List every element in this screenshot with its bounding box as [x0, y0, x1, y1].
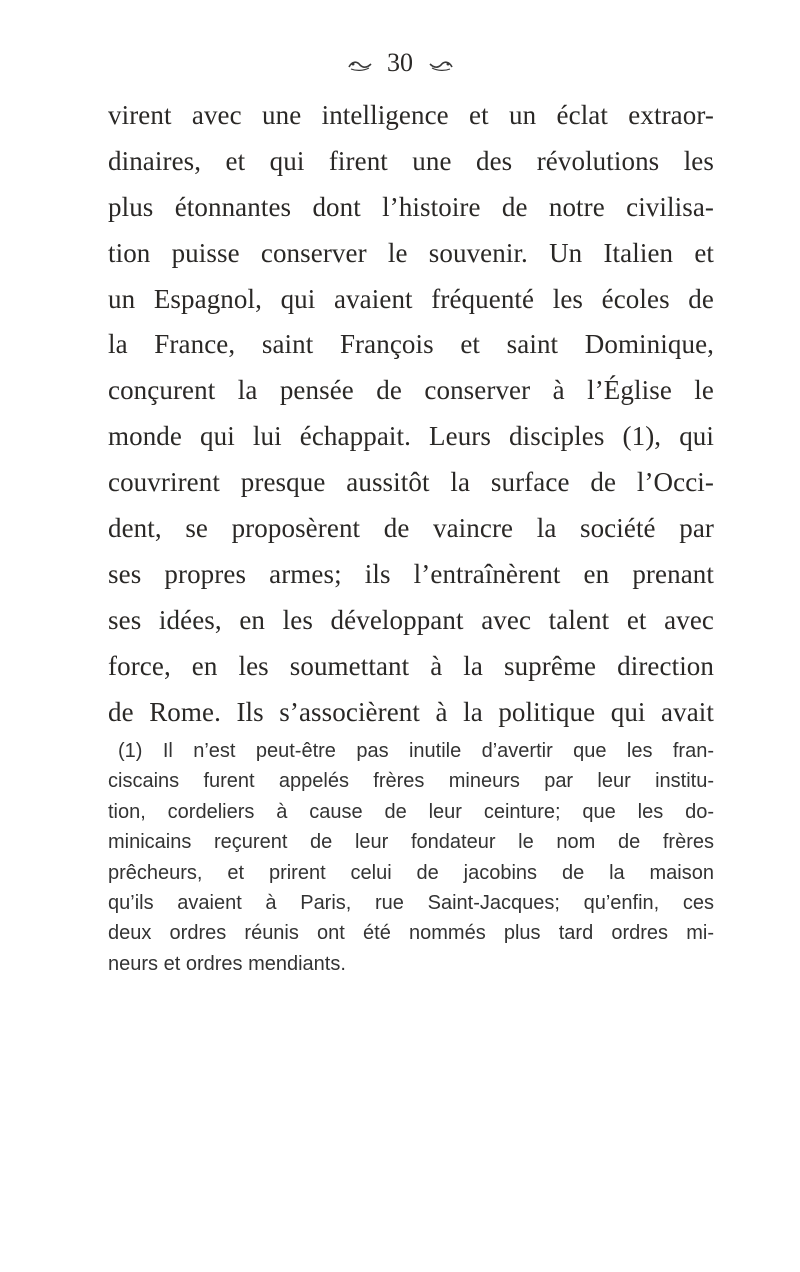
left-ornament-icon: [347, 58, 373, 72]
text-line: dinaires, et qui firent une des révolutions les: [108, 145, 714, 176]
text-line: ses idées, en les développant avec talent et avec: [108, 604, 714, 635]
text-line: conçurent la pensée de conserver à l’Église le: [108, 375, 714, 406]
text-line: force, en les soumettant à la suprême direction: [108, 650, 714, 681]
main-text: [108, 93, 714, 735]
text-line: de Rome. Ils s’associèrent à la politique qui avait: [108, 696, 714, 727]
text-line: couvrirent presque aussitôt la surface de l’Occi-: [108, 467, 714, 498]
right-ornament-icon: [428, 58, 454, 72]
footnote-line: prêcheurs, et prirent celui de jacobins de la maison: [108, 861, 714, 884]
text-line: tion puisse conserver le souvenir. Un Italien et: [108, 237, 714, 268]
footnote-line: minicains reçurent de leur fondateur le nom de frères: [108, 831, 714, 854]
text-line: la France, saint François et saint Dominique,: [108, 329, 714, 360]
page-header: [0, 48, 800, 78]
text-line: dent, se proposèrent de vaincre la société par: [108, 513, 714, 544]
footnote: [108, 736, 714, 979]
footnote-line: ciscains furent appelés frères mineurs par leur institu-: [108, 770, 714, 793]
page-number: 30: [387, 48, 413, 77]
text-line: virent avec une intelligence et un éclat extraor-: [108, 100, 714, 130]
text-line: plus étonnantes dont l’histoire de notre civilisa-: [108, 191, 714, 222]
footnote-line: deux ordres réunis ont été nommés plus tard ordres mi-: [108, 922, 714, 945]
text-line: monde qui lui échappait. Leurs disciples (1), qui: [108, 421, 714, 452]
footnote-line: qu’ils avaient à Paris, rue Saint-Jacques; qu’enfin, ces: [108, 891, 714, 914]
text-line: ses propres armes; ils l’entraînèrent en prenant: [108, 558, 714, 589]
text-line: un Espagnol, qui avaient fréquenté les écoles de: [108, 283, 714, 314]
footnote-line: tion, cordeliers à cause de leur ceinture; que les do-: [108, 800, 714, 823]
footnote-line: (1) Il n’est peut-être pas inutile d’avertir que les fran-: [118, 740, 714, 762]
footnote-line: neurs et ordres mendiants.: [108, 952, 346, 975]
